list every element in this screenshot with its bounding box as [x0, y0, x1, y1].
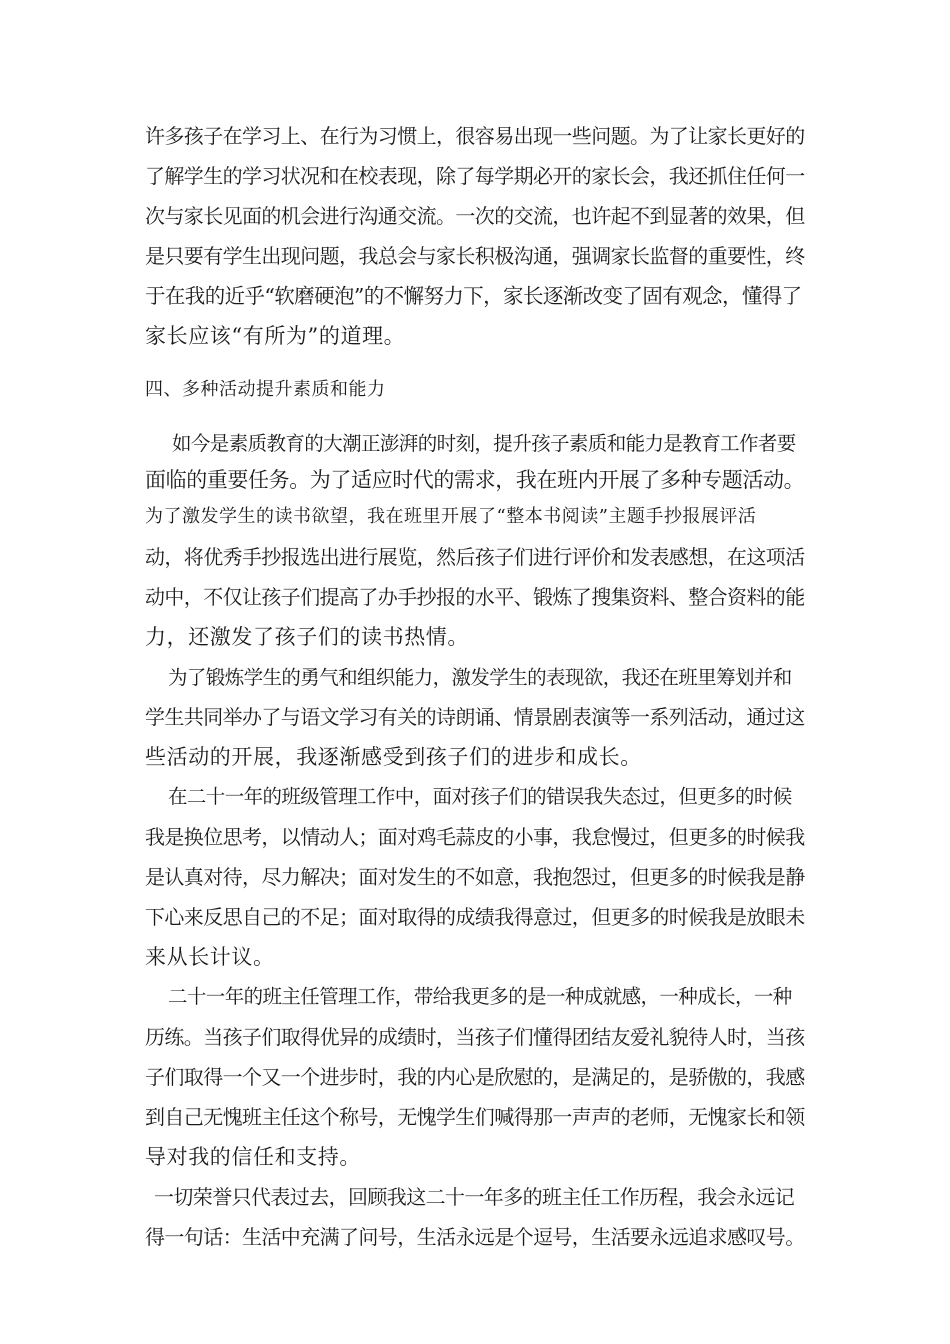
text-line: 于在我的近乎“软磨硬泡”的不懈努力下，家长逐渐改变了固有观念，懂得了: [145, 284, 802, 308]
text-line: 面临的重要任务。为了适应时代的需求，我在班内开展了多种专题活动。: [145, 468, 805, 492]
text-line: 历练。当孩子们取得优异的成绩时，当孩子们懂得团结友爱礼貌待人时，当孩: [145, 1025, 805, 1049]
text-line: 动，将优秀手抄报选出进行展览，然后孩子们进行评价和发表感想，在这项活: [145, 545, 805, 569]
text-line: 为了锻炼学生的勇气和组织能力，激发学生的表现欲，我还在班里筹划并和: [168, 666, 792, 689]
text-line: 子们取得一个又一个进步时，我的内心是欣慰的，是满足的，是骄傲的，我感: [145, 1065, 805, 1089]
text-line: 家长应该“有所为”的道理。: [145, 324, 406, 348]
text-line: 一切荣誉只代表过去，回顾我这二十一年多的班主任工作历程，我会永远记: [154, 1185, 795, 1209]
section-heading: 四、多种活动提升素质和能力: [145, 379, 386, 400]
text-line: 下心来反思自己的不足；面对取得的成绩我得意过，但更多的时候我是放眼未: [145, 905, 805, 929]
text-line: 是只要有学生出现问题，我总会与家长积极沟通，强调家长监督的重要性，终: [145, 244, 805, 268]
text-line: 来从长计议。: [145, 945, 275, 969]
text-line: 为了激发学生的读书欲望，我在班里开展了“整本书阅读”主题手抄报展评活: [145, 506, 757, 527]
text-line: 我是换位思考，以情动人；面对鸡毛蒜皮的小事，我怠慢过，但更多的时候我: [145, 825, 805, 849]
text-line: 些活动的开展，我逐渐感受到孩子们的进步和成长。: [145, 745, 642, 769]
text-line: 导对我的信任和支持。: [145, 1145, 361, 1169]
text-line: 力，还激发了孩子们的读书热情。: [145, 625, 469, 649]
text-line: 二十一年的班主任管理工作，带给我更多的是一种成就感，一种成长，一种: [168, 985, 792, 1008]
text-line: 许多孩子在学习上、在行为习惯上，很容易出现一些问题。为了让家长更好的: [145, 124, 805, 148]
text-line: 得一句话：生活中充满了问号，生活永远是个逗号，生活要永远追求感叹号。: [145, 1225, 805, 1249]
text-line: 次与家长见面的机会进行沟通交流。一次的交流，也许起不到显著的效果，但: [145, 204, 805, 228]
text-line: 学生共同举办了与语文学习有关的诗朗诵、情景剧表演等一系列活动，通过这: [145, 705, 805, 729]
text-line: 了解学生的学习状况和在校表现，除了每学期必开的家长会，我还抓住任何一: [145, 164, 805, 188]
text-line: 如今是素质教育的大潮正澎湃的时刻，提升孩子素质和能力是教育工作者要: [172, 432, 796, 455]
text-line: 在二十一年的班级管理工作中，面对孩子们的错误我失态过，但更多的时候: [168, 785, 792, 808]
text-line: 是认真对待，尽力解决；面对发生的不如意，我抱怨过，但更多的时候我是静: [145, 865, 805, 889]
text-line: 到自己无愧班主任这个称号，无愧学生们喊得那一声声的老师，无愧家长和领: [145, 1105, 805, 1129]
text-line: 动中，不仅让孩子们提高了办手抄报的水平、锻炼了搜集资料、整合资料的能: [145, 585, 805, 609]
